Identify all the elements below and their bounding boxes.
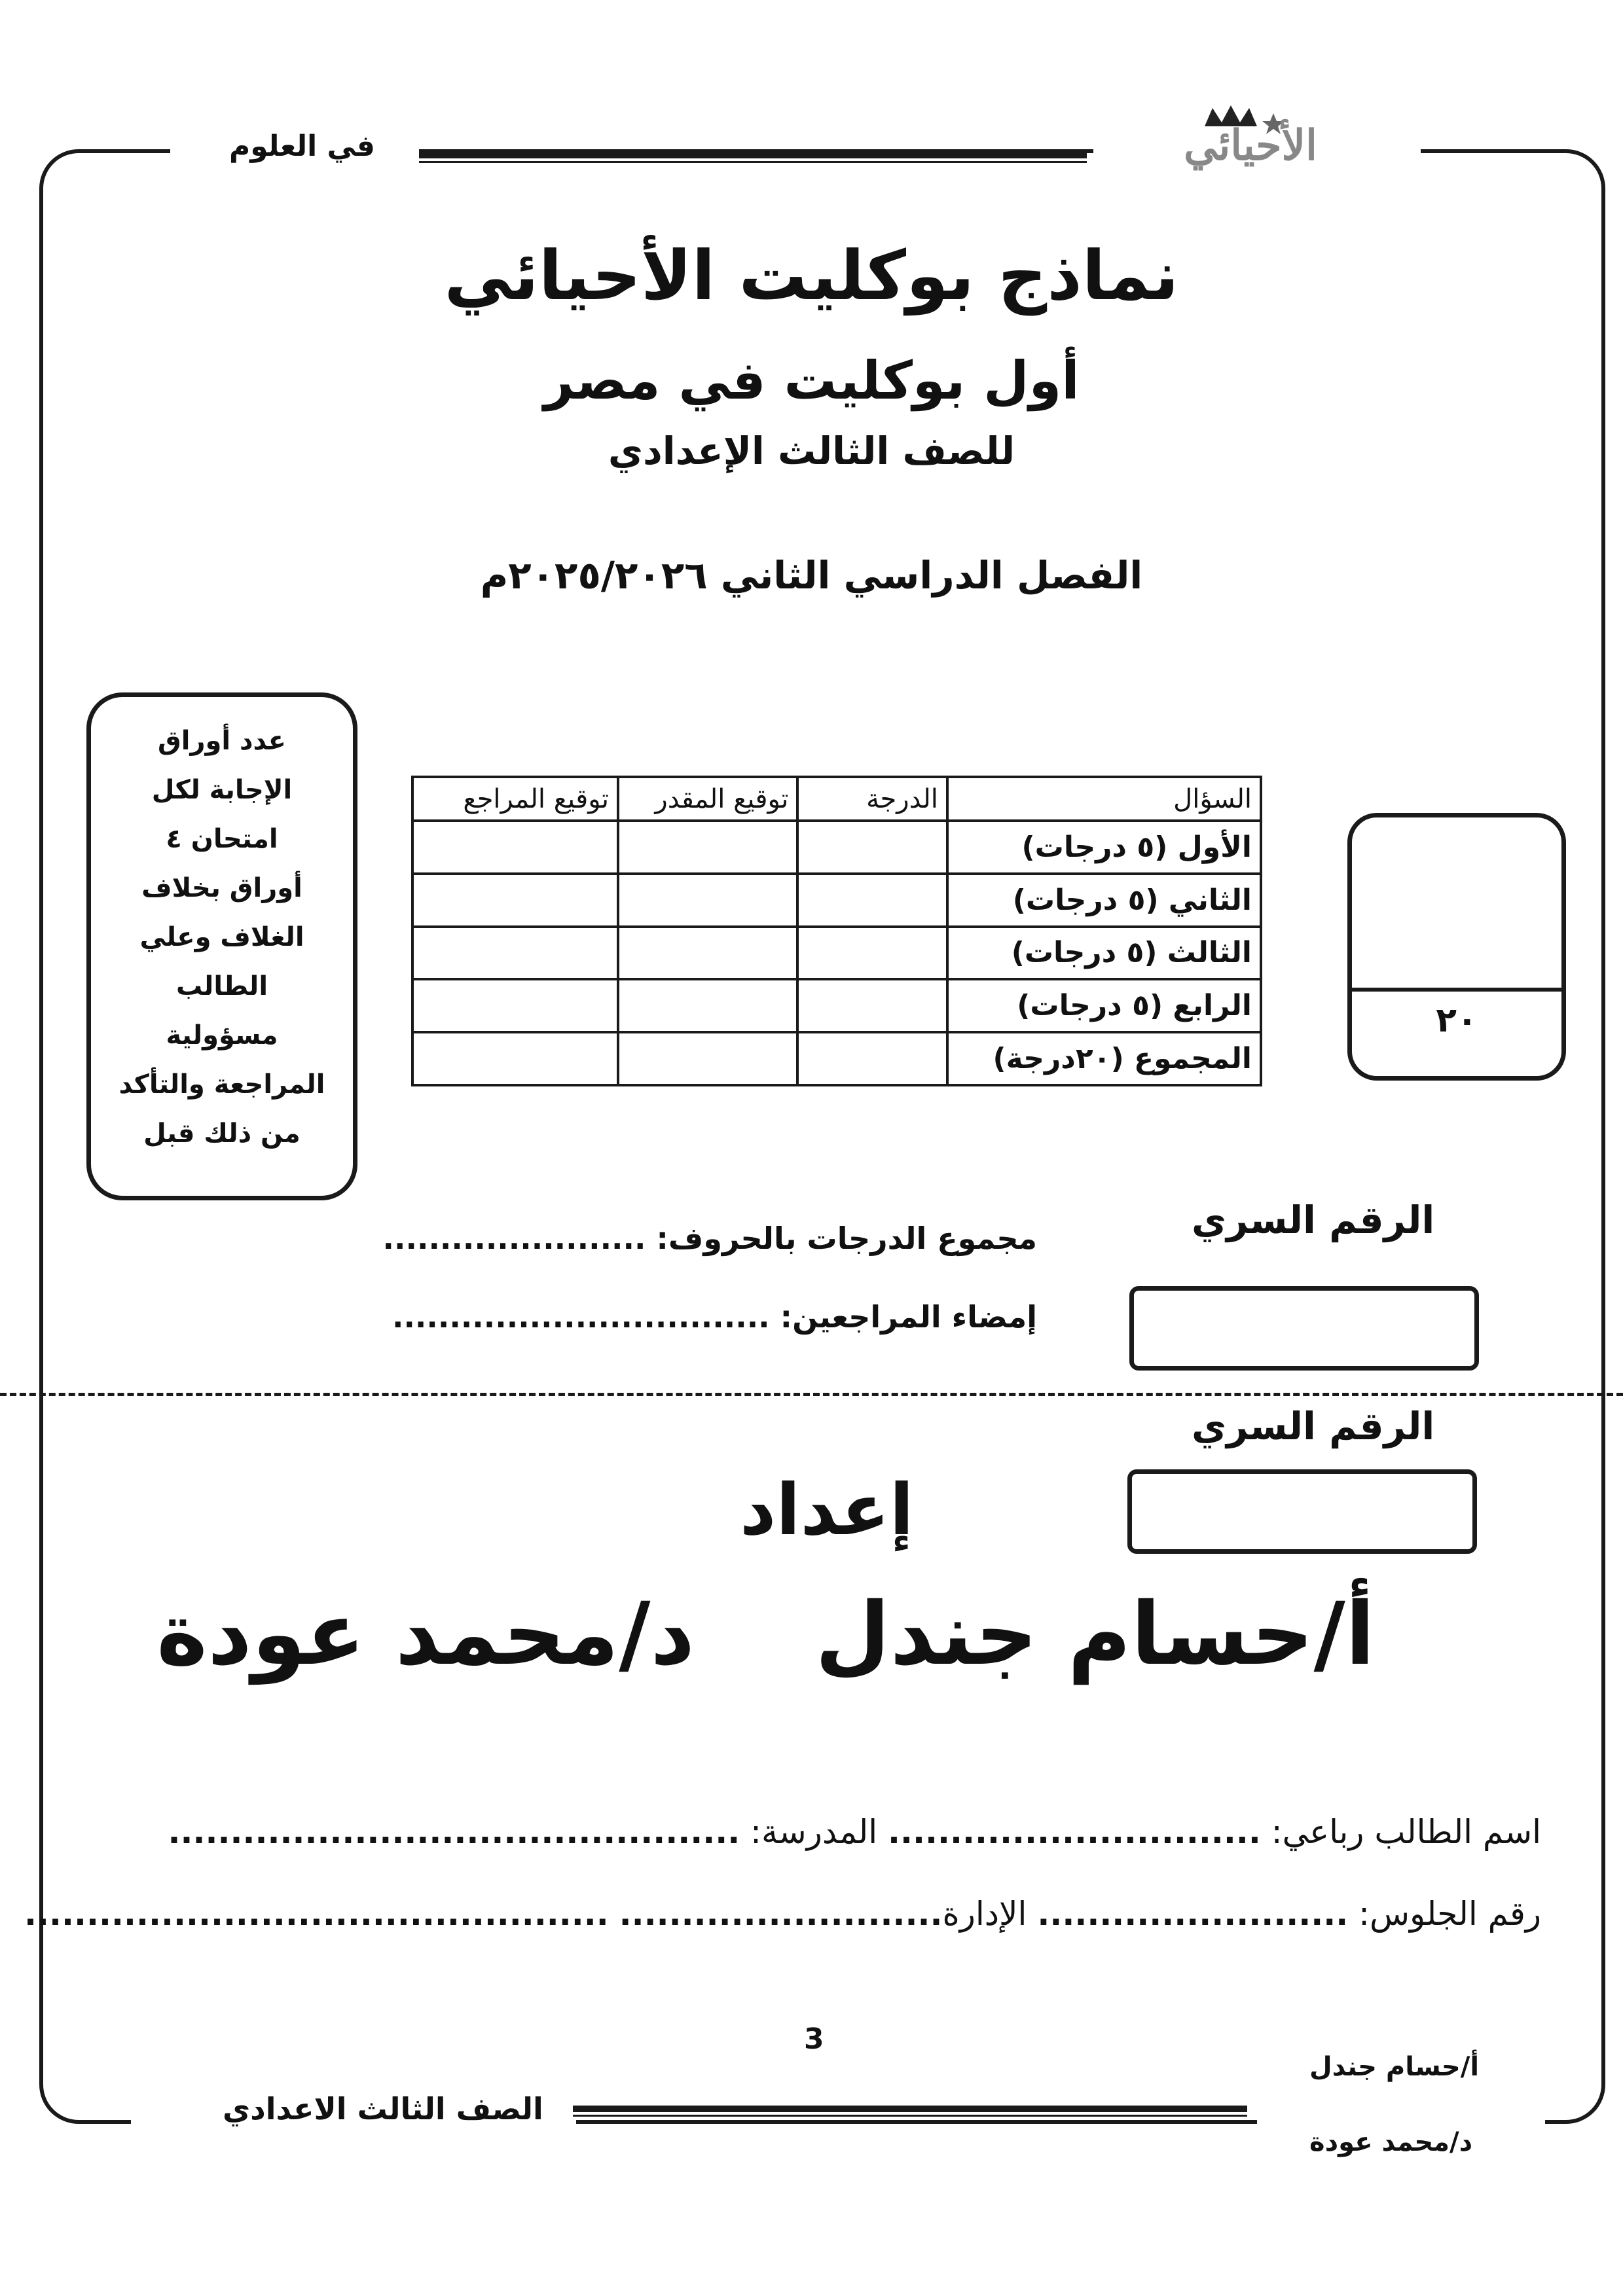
reviewer-signature-cell[interactable] [412,1032,618,1085]
table-row [412,1032,1261,1085]
grade-cell[interactable] [797,927,947,980]
administration-field[interactable]: .......................... [619,1895,943,1933]
student-name-row [168,1813,1541,1851]
grader-signature-cell[interactable] [618,1032,797,1085]
student-name-field[interactable]: .............................. [888,1813,1261,1851]
grade-cell[interactable] [797,1032,947,1085]
prepared-by-label: إعداد [740,1469,914,1551]
reviewers-signature-row [392,1299,1037,1335]
table-row [412,821,1261,874]
total-score-box[interactable] [1347,813,1566,1081]
notice-line: من ذلك قبل [143,1119,301,1149]
sum-in-words-field[interactable]: ....................... [382,1221,646,1256]
question-cell: الأول (٥ درجات) [947,821,1261,874]
footer-rule [573,2106,1247,2112]
secret-number-label: الرقم السري [1192,1198,1435,1242]
sum-in-words-row [383,1221,1037,1256]
term-title: الفصل الدراسي الثاني ٢٠٢٥/٢٠٢٦م [480,553,1143,598]
reviewer-signature-cell[interactable] [412,979,618,1032]
secret-number-label: الرقم السري [1192,1404,1435,1448]
seat-number-row [24,1895,1541,1933]
reviewers-signature-label: إمضاء المراجعين: [780,1299,1037,1335]
reviewer-signature-cell[interactable] [412,874,618,927]
table-header: السؤال [947,777,1261,821]
notice-line: المراجعة والتأكد [119,1069,325,1100]
header-subject: في العلوم [229,130,375,163]
footer-author-1: أ/حسام جندل [1309,2052,1480,2082]
seat-number-label: رقم الجلوس: [1359,1895,1541,1933]
grade-title: للصف الثالث الإعدادي [608,429,1015,473]
sub-title: أول بوكليت في مصر [543,350,1080,411]
reviewers-signature-field[interactable]: ................................. [392,1299,770,1335]
school-field[interactable]: .............................................. [168,1813,740,1851]
notice-line: الإجابة لكل [151,775,293,805]
grader-signature-cell[interactable] [618,874,797,927]
table-row [412,927,1261,980]
main-title: نماذج بوكليت الأحيائي [444,236,1179,315]
question-cell: المجموع (٢٠درجة) [947,1032,1261,1085]
grader-signature-cell[interactable] [618,927,797,980]
grader-signature-cell[interactable] [618,979,797,1032]
grade-table [411,776,1262,1086]
extra-dots-field[interactable]: ............................................... [24,1895,609,1933]
notice-line: مسؤولية [166,1020,278,1050]
notice-line: الطالب [175,971,268,1001]
grader-signature-cell[interactable] [618,821,797,874]
cut-line [0,1393,1623,1396]
total-score-value: ٢٠ [1436,1001,1478,1040]
table-header: توقيع المقدر [618,777,797,821]
question-cell: الثالث (٥ درجات) [947,927,1261,980]
question-cell: الثاني (٥ درجات) [947,874,1261,927]
reviewer-signature-cell[interactable] [412,927,618,980]
logo-text: الأحيائي [1184,121,1317,170]
brand-logo [1159,101,1342,187]
secret-number-field[interactable] [1129,1286,1479,1371]
page-number: 3 [804,2022,824,2056]
header-rule [419,152,1087,158]
seat-number-field[interactable]: ......................... [1037,1895,1349,1933]
table-header: الدرجة [797,777,947,821]
grade-cell[interactable] [797,874,947,927]
secret-number-field[interactable] [1127,1469,1477,1554]
table-row [412,874,1261,927]
frame-gap-footer-right [1257,2094,1545,2127]
footer-grade: الصف الثالث الاعدادي [223,2091,543,2126]
sum-in-words-label: مجموع الدرجات بالحروف: [656,1221,1037,1256]
administration-label: الإدارة [942,1895,1027,1933]
footer-author-2: د/محمد عودة [1309,2127,1473,2157]
notice-box [86,692,357,1200]
notice-line: الغلاف وعلي [139,922,304,952]
school-label: المدرسة: [750,1813,878,1851]
notice-line: عدد أوراق [158,726,286,756]
prepared-by-names: أ/حسام جندل د/محمد عودة [156,1584,1375,1685]
table-header: توقيع المراجع [412,777,618,821]
grade-cell[interactable] [797,821,947,874]
reviewer-signature-cell[interactable] [412,821,618,874]
student-name-label: اسم الطالب رباعي: [1271,1813,1541,1851]
question-cell: الرابع (٥ درجات) [947,979,1261,1032]
notice-line: أوراق بخلاف [141,873,302,903]
notice-line: امتحان ٤ [166,824,278,854]
table-row [412,979,1261,1032]
grade-cell[interactable] [797,979,947,1032]
